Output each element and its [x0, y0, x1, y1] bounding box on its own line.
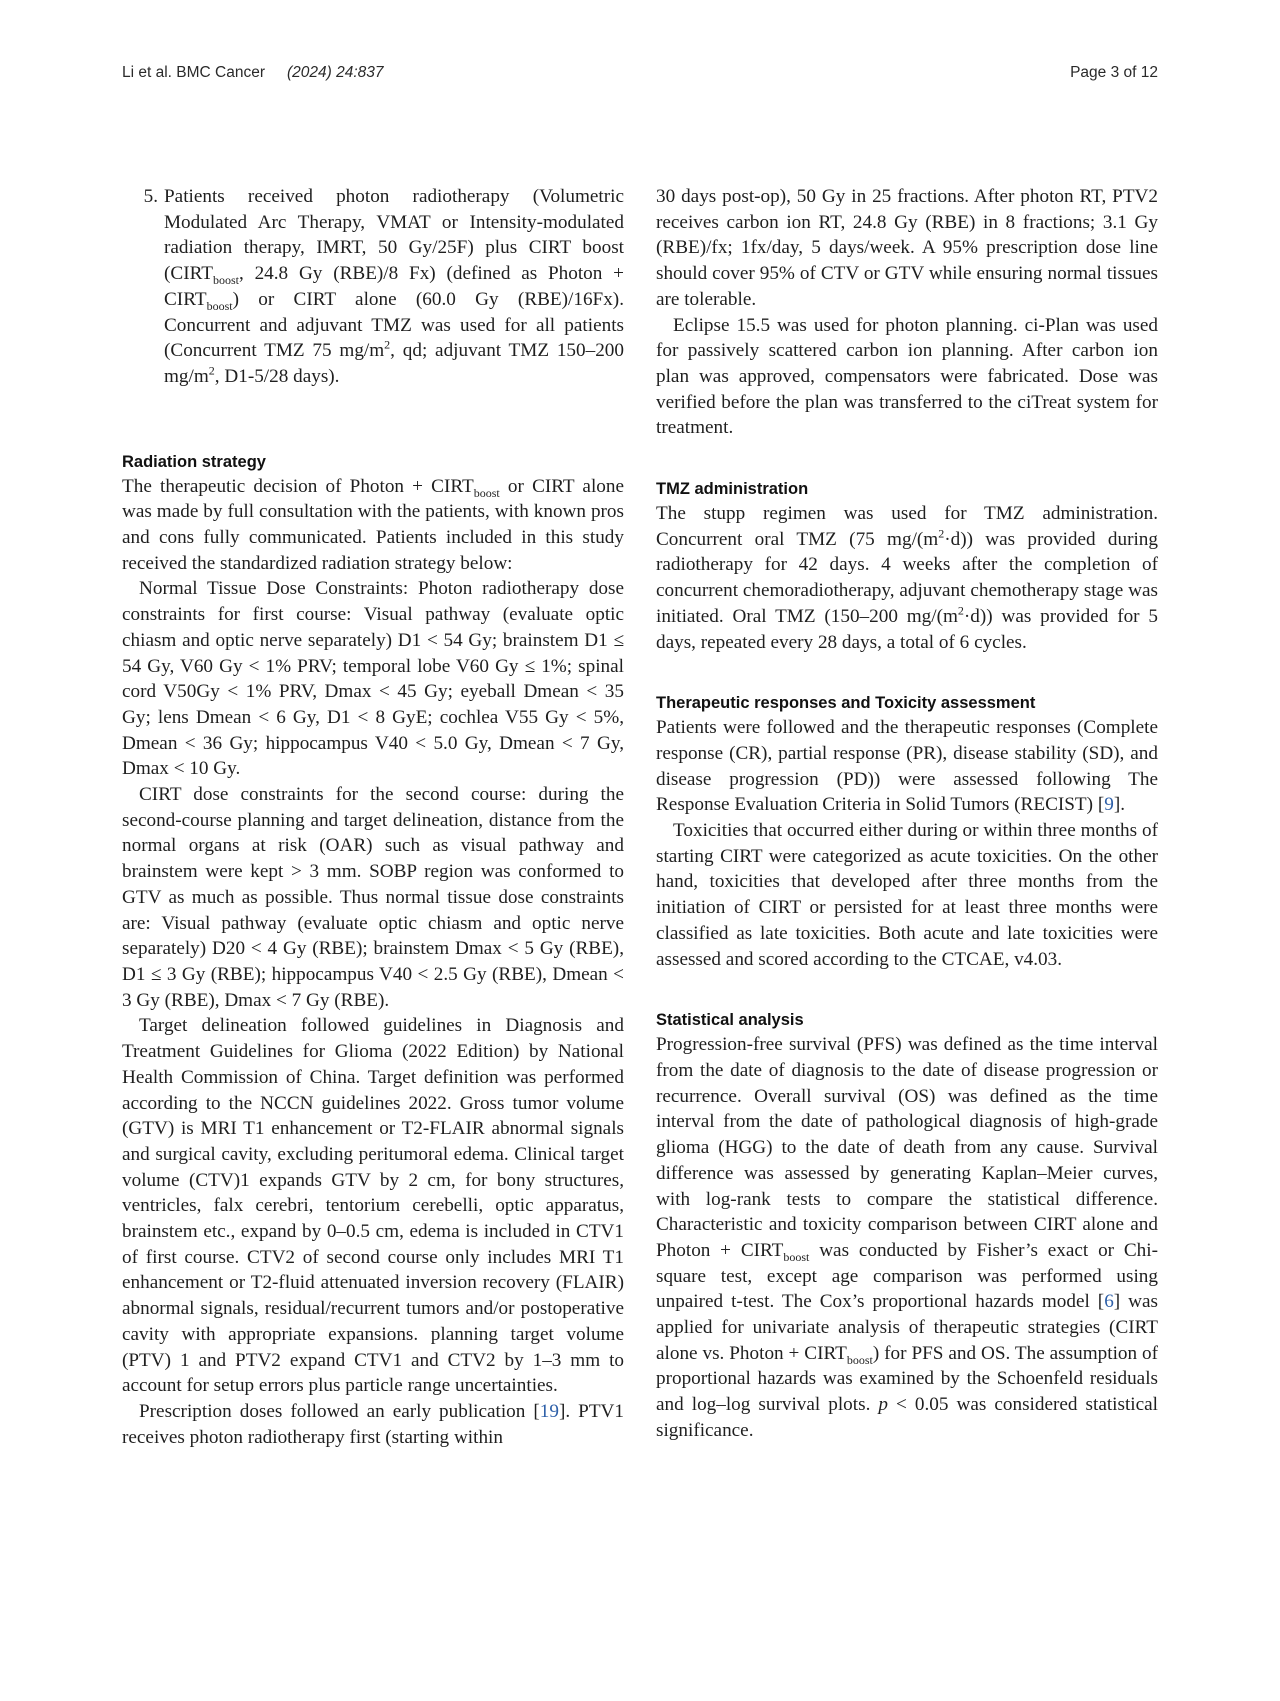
paragraph: 30 days post-op), 50 Gy in 25 fractions. After photon RT, PTV2 receives carbon ion RT, 24.8 Gy (RBE) in 8 fractions; 3.1 Gy (RBE)/fx; 1fx/day, 5 days/week. A 95% prescription dose line should cover 95% of CTV or GTV while ensuring normal tissues are tolerable. — [656, 186, 1158, 310]
paragraph: The stupp regimen was used for TMZ administration. Concurrent oral TMZ (75 $mg/(m^2\cdot d)$) was provided during radiotherapy for 42 days. 4 weeks after the completion of concurrent chemoradiotherapy, adjuvant chemotherapy stage was initiated. Oral TMZ (150–200 $mg/(m^2\cdot d)$) was provided for 5 days, repeated every 28 days, a total of 6 cycles. — [656, 503, 1158, 653]
left-column — [122, 184, 624, 1450]
paragraph: Normal Tissue Dose Constraints: Photon radiotherapy dose constraints for first course: Visual pathway (evaluate optic chiasm and optic nerve separately) D1 < 54 Gy; brainstem D1 ≤ 54 Gy, V60 Gy < 1% PRV; temporal lobe V60 Gy ≤ 1%; spinal cord V50Gy < 1% PRV, Dmax < 45 Gy; eyeball Dmean < 35 Gy; lens Dmean < 6 Gy, D1 < 8 GyE; cochlea V55 Gy < 5%, Dmean < 36 Gy; hippocampus V40 < 5.0 Gy, Dmean < 7 Gy, Dmax < 10 Gy. — [122, 578, 624, 780]
list-item-5 — [122, 184, 624, 390]
paragraph: Prescription doses followed an early publication [19]. PTV1 receives photon radiotherapy first (starting within — [122, 1400, 625, 1448]
paragraph: Target delineation followed guidelines in Diagnosis and Treatment Guidelines for Glioma (2022 Edition) by National Health Commission of China. Target definition was performed according to the NCCN guidelines 2022. Gross tumor volume (GTV) is MRI T1 enhancement or T2-FLAIR abnormal signals and surgical cavity, excluding peritumoral edema. Clinical target volume (CTV)1 expands GTV by 2 cm, for bony structures, ventricles, falx cerebri, tentorium cerebelli, optic apparatus, brainstem etc., expand by 0–0.5 cm, edema is included in CTV1 of first course. CTV2 of second course only includes MRI T1 enhancement or T2-fluid attenuated inversion recovery (FLAIR) abnormal signals, residual/recurrent tumors and/or postoperative cavity with appropriate expansions. planning target volume (PTV) 1 and PTV2 expand CTV1 and CTV2 by 1–3 mm to account for setup errors plus particle range uncertainties. — [122, 1015, 624, 1397]
section-heading-statistical-analysis: Statistical analysis — [656, 1011, 804, 1030]
section-heading-radiation-strategy: Radiation strategy — [122, 452, 266, 471]
reference-link[interactable]: 6 — [1104, 1291, 1114, 1313]
section-heading-responses-toxicity: Therapeutic responses and Toxicity assessment — [656, 694, 1036, 713]
paragraph: Patients were followed and the therapeutic responses (Complete response (CR), partial response (PR), disease stability (SD), and disease progression (PD)) were assessed following The Response Evaluation Criteria in Solid Tumors (RECIST) [9]. — [656, 717, 1158, 816]
paragraph: Toxicities that occurred either during or within three months of starting CIRT were categorized as acute toxicities. On the other hand, toxicities that developed after three months from the initiation of CIRT or persisted for at least three months were classified as late toxicities. Both acute and late toxicities were assessed and scored according to the CTCAE, v4.03. — [656, 820, 1158, 970]
page-number: Page 3 of 12 — [1070, 64, 1158, 81]
list-item-text: Patients received photon radiotherapy (Volumetric Modulated Arc Therapy, VMAT or Intensity-modulated radiation therapy, IMRT, 50 Gy/25F) plus CIRT boost ($CIRT_{boost}$, 24.8 Gy (RBE)/8 Fx) (defined as Photon + $CIRT_{boost}$) or CIRT alone (60.0 Gy (RBE)/16Fx). Concurrent and adjuvant TMZ was used for all patients (Concurrent TMZ 75 $mg/m^2$, qd; adjuvant TMZ 150–200 $mg/m^2$, D1-5/28 days). — [164, 186, 624, 387]
reference-link[interactable]: 9 — [1104, 794, 1114, 816]
paragraph: Progression-free survival (PFS) was defined as the time interval from the date of diagnosis to the date of disease progression or recurrence. Overall survival (OS) was defined as the time interval from the date of pathological diagnosis of high-grade glioma (HGG) to the date of death from any cause. Survival difference was assessed by generating Kaplan–Meier curves, with log-rank tests to compare the statistical difference. Characteristic and toxicity comparison between CIRT alone and Photon + $CIRT_{boost}$ was conducted by Fisher’s exact or Chi-square test, except age comparison was performed using unpaired t-test. The Cox’s proportional hazards model [6] was applied for univariate analysis of therapeutic strategies (CIRT alone vs. Photon + $CIRT_{boost}$) for PFS and OS. The assumption of proportional hazards was examined by the Schoenfeld residuals and log–log survival plots. p < 0.05 was considered statistical significance. — [656, 1034, 1158, 1441]
right-column — [656, 184, 1158, 1444]
journal-citation: Li et al. BMC Cancer — [122, 64, 265, 81]
paragraph: CIRT dose constraints for the second course: during the second-course planning and target delineation, distance from the normal organs at risk (OAR) such as visual pathway and brainstem were kept > 3 mm. SOBP region was conformed to GTV as much as possible. Thus normal tissue dose constraints are: Visual pathway (evaluate optic chiasm and optic nerve separately) D20 < 4 Gy (RBE); brainstem Dmax < 5 Gy (RBE), D1 ≤ 3 Gy (RBE); hippocampus V40 < 2.5 Gy (RBE), Dmean < 3 Gy (RBE), Dmax < 7 Gy (RBE). — [122, 784, 624, 1011]
reference-link[interactable]: 19 — [539, 1400, 559, 1422]
journal-year-volume: (2024) 24:837 — [287, 64, 384, 81]
running-header — [122, 64, 1158, 90]
section-heading-tmz-administration: TMZ administration — [656, 480, 809, 499]
list-item-number: 5. — [143, 186, 158, 207]
paragraph: The therapeutic decision of Photon + $CIRT_{boost}$ or CIRT alone was made by full consultation with the patients, with known pros and cons fully communicated. Patients included in this study received the standardized radiation strategy below: — [122, 475, 624, 574]
paragraph: Eclipse 15.5 was used for photon planning. ci-Plan was used for passively scattered carbon ion planning. After carbon ion plan was approved, compensators were fabricated. Dose was verified before the plan was transferred to the ciTreat system for treatment. — [656, 314, 1158, 439]
